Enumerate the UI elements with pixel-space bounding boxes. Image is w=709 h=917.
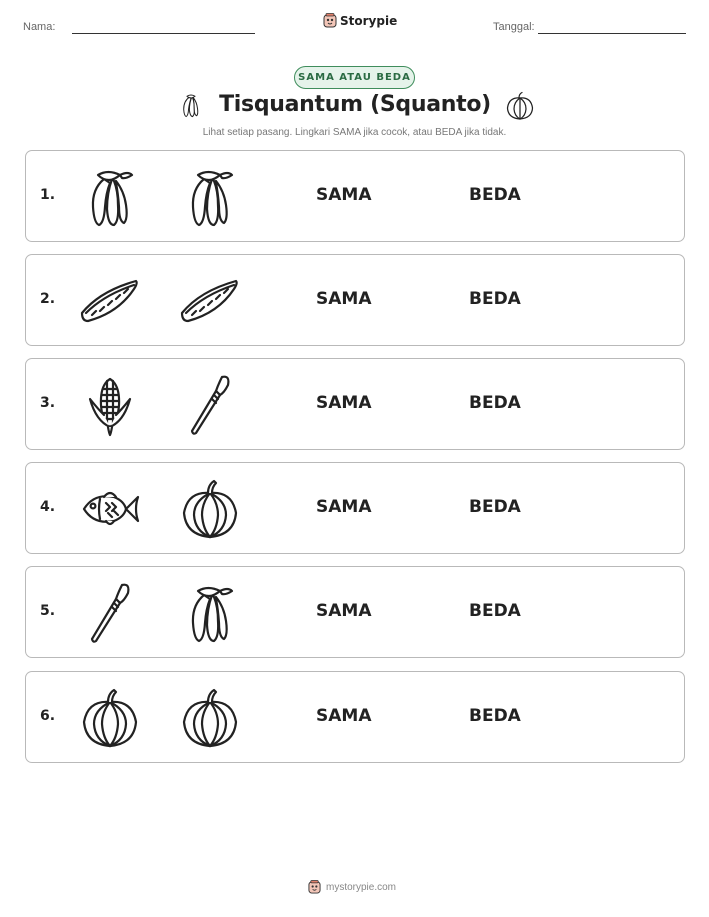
bean-pods-icon — [178, 581, 242, 645]
bean-pods-icon — [178, 165, 242, 229]
question-row — [25, 358, 685, 450]
different-choice[interactable]: BEDA — [469, 393, 521, 413]
different-choice[interactable]: BEDA — [469, 185, 521, 205]
spear-icon — [78, 581, 142, 645]
question-number: 5. — [40, 603, 56, 619]
question-row — [25, 566, 685, 658]
different-choice[interactable]: BEDA — [469, 497, 521, 517]
question-number: 6. — [40, 708, 56, 724]
pumpkin-icon — [504, 90, 536, 122]
same-choice[interactable]: SAMA — [316, 393, 372, 413]
fish-icon — [78, 477, 142, 541]
pumpkin-icon — [178, 686, 242, 750]
same-choice[interactable]: SAMA — [316, 601, 372, 621]
instruction-text: Lihat setiap pasang. Lingkari SAMA jika cocok, atau BEDA jika tidak. — [202, 127, 507, 138]
same-choice[interactable]: SAMA — [316, 289, 372, 309]
brand-name: Storypie — [340, 13, 398, 28]
same-choice[interactable]: SAMA — [316, 706, 372, 726]
footer — [308, 880, 396, 894]
pumpkin-icon — [178, 477, 242, 541]
question-row — [25, 254, 685, 346]
name-label: Nama: — [23, 21, 56, 33]
same-choice[interactable]: SAMA — [316, 185, 372, 205]
question-number: 2. — [40, 291, 56, 307]
storypie-mascot-icon — [323, 13, 337, 28]
different-choice[interactable]: BEDA — [469, 706, 521, 726]
spear-icon — [178, 373, 242, 437]
question-number: 1. — [40, 187, 56, 203]
name-field[interactable] — [72, 33, 255, 34]
date-field[interactable] — [538, 33, 686, 34]
date-label: Tanggal: — [493, 21, 535, 33]
different-choice[interactable]: BEDA — [469, 289, 521, 309]
worksheet-type-badge: SAMA ATAU BEDA — [294, 66, 415, 89]
brand-logo — [323, 13, 397, 28]
different-choice[interactable]: BEDA — [469, 601, 521, 621]
storypie-mascot-icon — [308, 880, 321, 894]
question-row — [25, 462, 685, 554]
bean-pods-icon — [78, 165, 142, 229]
question-row — [25, 671, 685, 763]
question-number: 4. — [40, 499, 56, 515]
corn-icon — [78, 373, 142, 437]
footer-url: mystorypie.com — [326, 881, 397, 893]
question-row — [25, 150, 685, 242]
same-choice[interactable]: SAMA — [316, 497, 372, 517]
question-number: 3. — [40, 395, 56, 411]
canoe-icon — [78, 269, 142, 333]
canoe-icon — [178, 269, 242, 333]
pumpkin-icon — [78, 686, 142, 750]
page-title: Tisquantum (Squanto) — [219, 92, 491, 117]
